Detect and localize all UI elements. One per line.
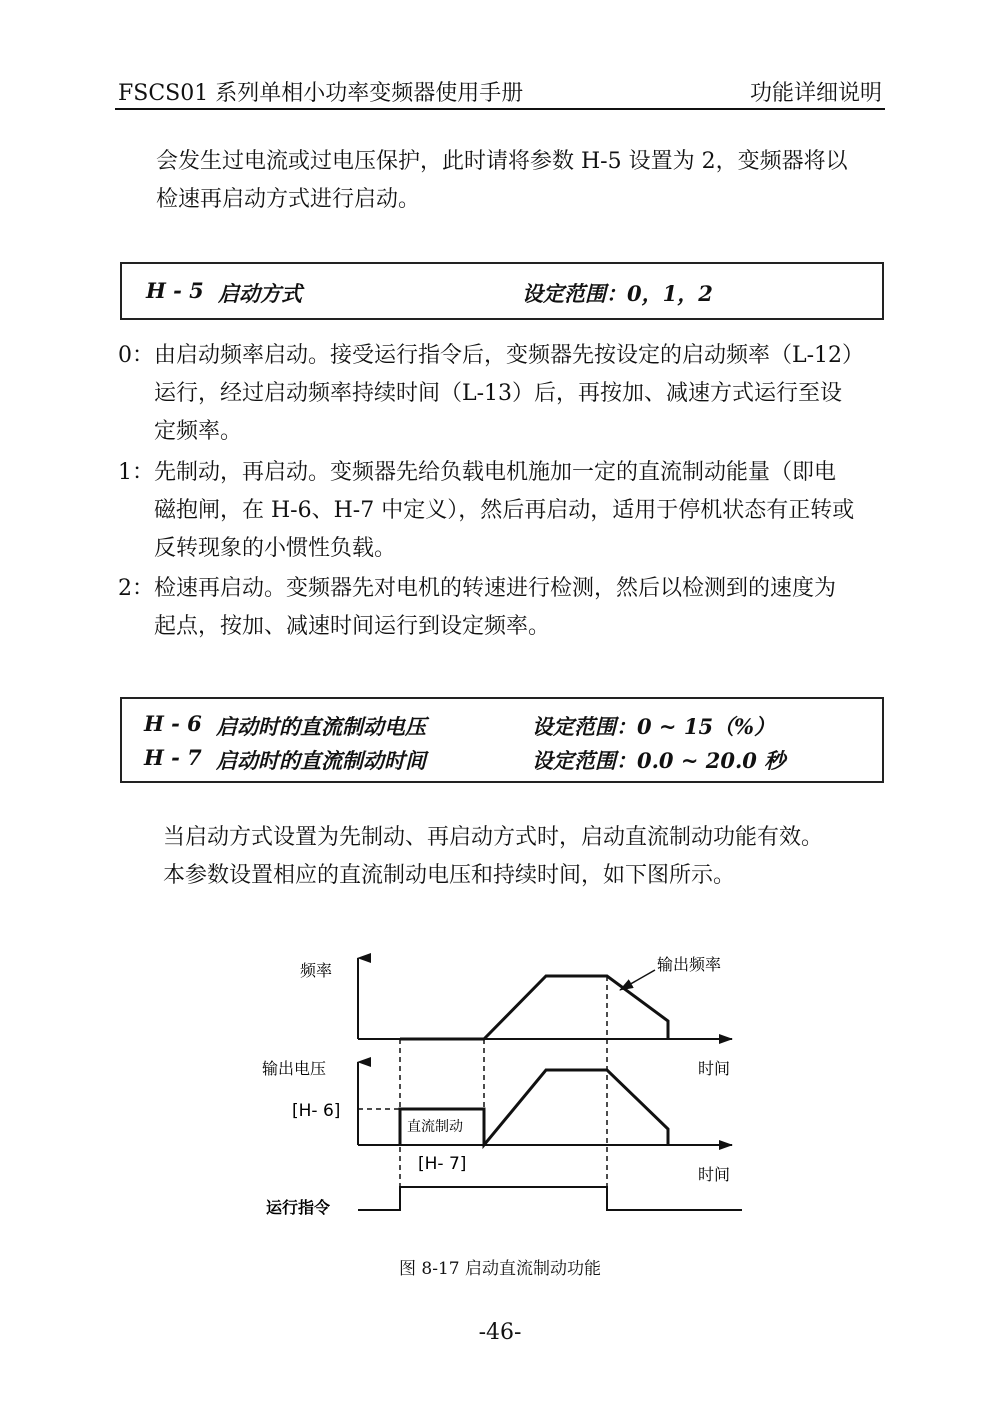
option-line: 定频率。 bbox=[154, 419, 243, 444]
description-line: 当启动方式设置为先制动、再启动方式时，启动直流制动功能有效。 bbox=[163, 825, 824, 850]
param-code: H - 5 bbox=[146, 278, 204, 303]
option-line: 检速再启动。变频器先对电机的转速进行检测，然后以检测到的速度为 bbox=[154, 576, 837, 601]
output-frequency-pointer bbox=[620, 970, 655, 990]
figure-caption: 图 8-17 启动直流制动功能 bbox=[399, 1259, 601, 1279]
header-title: FSCS01 系列单相小功率变频器使用手册 bbox=[118, 81, 524, 106]
option-number: 2： bbox=[118, 576, 154, 601]
param-range: 设定范围：0 ~ 15（%） bbox=[532, 714, 776, 739]
option-number: 0： bbox=[118, 343, 154, 368]
option-line: 反转现象的小惯性负载。 bbox=[154, 536, 397, 561]
dc-brake-label: 直流制动 bbox=[407, 1119, 463, 1135]
option-line: 运行，经过启动频率持续时间（L-13）后，再按加、减速方式运行至设 bbox=[154, 381, 843, 406]
header-section: 功能详细说明 bbox=[749, 81, 882, 106]
option-line: 由启动频率启动。接受运行指令后，变频器先按设定的启动频率（L-12） bbox=[154, 343, 865, 368]
run-command-trace bbox=[358, 1187, 742, 1210]
option-line: 先制动，再启动。变频器先给负载电机施加一定的直流制动能量（即电 bbox=[154, 460, 837, 485]
intro-line: 检速再启动方式进行启动。 bbox=[156, 187, 421, 212]
option-line: 起点，按加、减速时间运行到设定频率。 bbox=[154, 614, 551, 639]
h7-duration-label: [H- 7] bbox=[418, 1154, 467, 1174]
param-code: H - 7 bbox=[144, 745, 202, 770]
output-frequency-label: 输出频率 bbox=[657, 955, 722, 974]
time-axis-label: 时间 bbox=[698, 1059, 731, 1078]
description-line: 本参数设置相应的直流制动电压和持续时间，如下图所示。 bbox=[163, 863, 736, 888]
run-command-label: 运行指令 bbox=[266, 1198, 331, 1217]
h6-level-label: [H- 6] bbox=[292, 1101, 341, 1121]
param-name: 启动时的直流制动时间 bbox=[216, 748, 426, 773]
page-number: -46- bbox=[478, 1320, 522, 1345]
param-range: 设定范围：0，1，2 bbox=[522, 281, 713, 306]
param-name: 启动时的直流制动电压 bbox=[216, 714, 426, 739]
param-range: 设定范围：0.0 ~ 20.0 秒 bbox=[532, 748, 786, 773]
time-axis-label-2: 时间 bbox=[698, 1165, 731, 1184]
intro-line: 会发生过电流或过电压保护，此时请将参数 H-5 设置为 2，变频器将以 bbox=[156, 149, 848, 174]
option-number: 1： bbox=[118, 460, 154, 485]
freq-axis-label: 频率 bbox=[300, 961, 333, 980]
voltage-axis-label: 输出电压 bbox=[262, 1059, 327, 1078]
param-code: H - 6 bbox=[144, 711, 202, 736]
param-name: 启动方式 bbox=[218, 281, 302, 306]
option-line: 磁抱闸，在 H-6、H-7 中定义），然后再启动，适用于停机状态有正转或 bbox=[154, 498, 855, 523]
